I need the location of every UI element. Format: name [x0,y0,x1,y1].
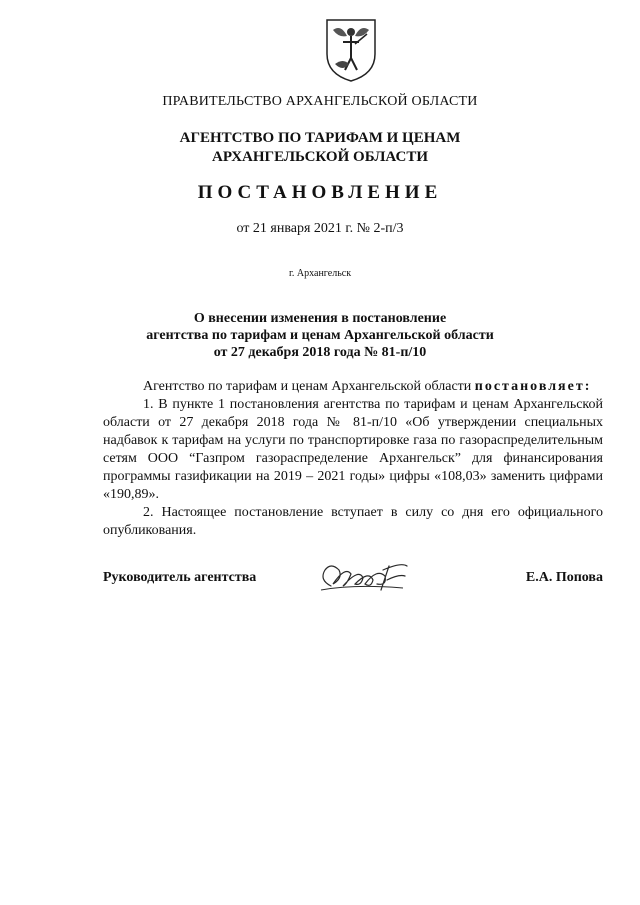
item-1-paragraph: 1. В пункте 1 постановления агентства по тарифам и ценам Архангельской области от 27 декабря 2018 года № 81-п/10 «Об утверждении специальных надбавок к тарифам на услуги по транспортировке газа по газораспределительным сетям ООО “Газпром газораспределение Архангельск” для финансирования программы газификации на 2019 – 2021 годы» цифры «108,03» заменить цифрами «190,89». [103,397,603,502]
document-subject [0,310,640,361]
resolves-word: постановляет: [474,379,592,394]
subject-line1: О внесении изменения в постановление [193,311,447,326]
agency-name [0,129,640,167]
city-name: г. Архангельск [288,268,352,279]
signatory-name: Е.А. Попова [525,570,603,585]
date-and-number: от 21 января 2021 г. № 2-п/3 [236,221,404,236]
document-type: ПОСТАНОВЛЕНИЕ [197,182,443,203]
intro-text: Агентство по тарифам и ценам Архангельской области [143,379,475,394]
coat-of-arms-icon [321,14,381,84]
subject-line2: агентства по тарифам и ценам Архангельской области [146,328,494,343]
intro-paragraph [103,378,603,396]
handwritten-signature [315,560,415,594]
agency-name-line2: АРХАНГЕЛЬСКОЙ ОБЛАСТИ [212,149,428,165]
signatory-role: Руководитель агентства [103,570,257,585]
agency-name-line1: АГЕНТСТВО ПО ТАРИФАМ И ЦЕНАМ [179,130,461,146]
document-body [103,378,603,540]
government-name: ПРАВИТЕЛЬСТВО АРХАНГЕЛЬСКОЙ ОБЛАСТИ [162,94,478,109]
signature-block [103,560,603,596]
subject-line3: от 27 декабря 2018 года № 81-п/10 [213,345,427,360]
item-2-paragraph: 2. Настоящее постановление вступает в силу со дня его официального опубликования. [103,505,603,538]
